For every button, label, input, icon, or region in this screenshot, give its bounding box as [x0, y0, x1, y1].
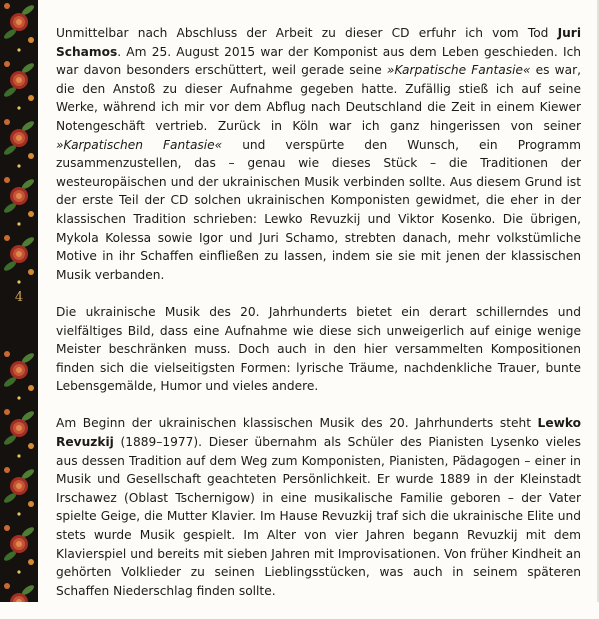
article-body	[56, 24, 581, 619]
page-number: 4	[14, 290, 24, 305]
paragraph	[56, 24, 581, 284]
text-run: und verspürte den Wunsch, ein Programm zusammenzustellen, das – genau wie dieses Stück – die Traditionen der westeuropäischen und der ukrainischen Musik verbinden sollte. Aus diesem Grund ist der erste Teil der CD solchen ukrainischen Komponisten gewidmet, die eher in der klassischen Tradition schrieben: Lewko Revuzkij und Viktor Kosenko. Die übrigen, Mykola Kolessa sowie Igor und Juri Schamo, strebten danach, mehr volkstümliche Motive in ihr Schaffen einfließen zu lassen, indem sie sie mit jenen der klassischen Musik verbanden.	[56, 137, 581, 282]
work-title: »Karpatischen Fantasie«	[56, 137, 223, 152]
paragraph	[56, 303, 581, 396]
composer-name-juri-schamo: Juri Schamos	[56, 26, 581, 59]
text-run: (1889–1977). Dieser übernahm als Schüler des Pianisten Lysenko vieles aus dessen Tradition auf dem Weg zum Komponisten, Pianisten, Pädagogen – einer in Musik und Gesellschaft geachteten Persönlichkeit. Er wurde 1889 in der Kleinstadt Irschawez (Oblast Tschernigow) in eine musikalische Familie geboren – der Vater spielte Geige, die Mutter Klavier. Im Hause Revuzkij traf sich die ukrainische Elite und stets wurde Musik gespielt. Im Alter von vier Jahren begann Revuzkij mit dem Klavierspiel und bereits mit sieben Jahren mit Improvisationen. Von früher Kindheit an gehörten Volklieder zu seinen Lieblingsstücken, was auch in seinem späteren Schaffen Niederschlag finden sollte.	[56, 435, 581, 598]
text-run: es war, die den Anstoß zu dieser Aufnahme gegeben hatte. Zufällig stieß ich auf seine Werke, während ich mir vor dem Abflug nach Deutschland die Zeit in einem Kiewer Notengeschäft vertrieb. Zurück in Köln war ich ganz hingerissen von seiner	[56, 63, 581, 133]
work-title: »Karpatische Fantasie«	[386, 63, 531, 78]
composer-name-lewko-revuzkij: Lewko Revuzkij	[56, 416, 581, 450]
text-run: Am Beginn der ukrainischen klassischen Musik des 20. Jahrhunderts steht	[56, 416, 538, 431]
text-run: . Am 25. August 2015 war der Komponist aus dem Leben geschieden. Ich war davon besonders erschüttert, weil gerade seine	[56, 44, 581, 78]
text-run: Unmittelbar nach Abschluss der Arbeit zu dieser CD erfuhr ich vom Tod	[56, 26, 558, 40]
paragraph	[56, 414, 581, 600]
text-run: Die ukrainische Musik des 20. Jahrhunderts bietet ein derart schillerndes und vielfältiges Bild, dass eine Aufnahme wie diese sich unweigerlich auf einige wenige Meister beschränken muss. Doch auch in den hier versammelten Kompositionen finden sich die vielseitigsten Formen: lyrische Träume, nachdenkliche Trauer, bunte Lebensgemälde, Humor und vieles andere.	[56, 304, 581, 394]
